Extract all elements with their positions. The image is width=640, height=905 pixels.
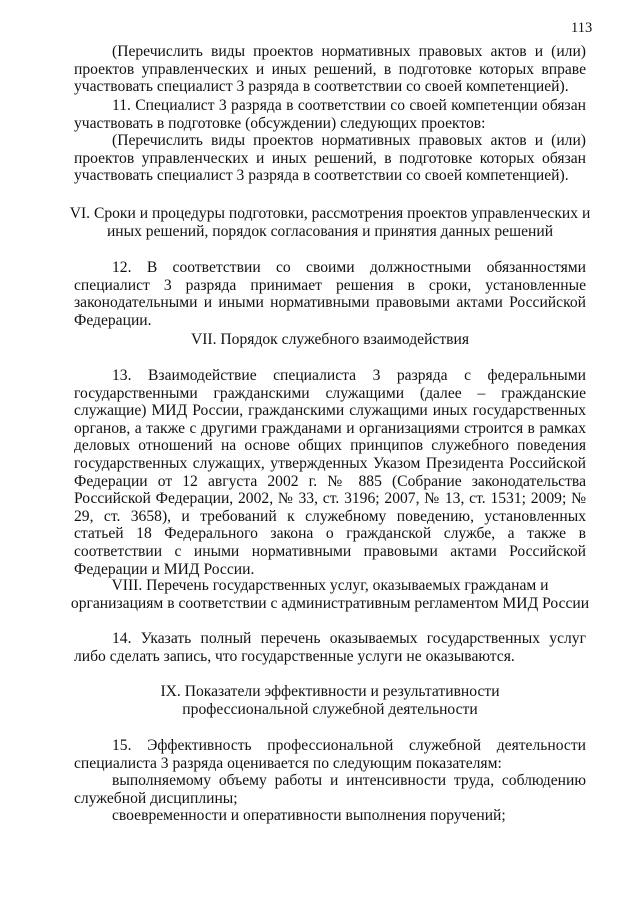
paragraph-12: 12. В соответствии со своими должностными обязанностями специалист 3 разряда принимает решения в сроки, установленные законодательными и иными нормативными правовыми актами Российской Федерации. (74, 259, 586, 329)
section-heading-viii: VIII. Перечень государственных услуг, оказываемых гражданам и организациям в соответствии с административным регламентом МИД России (70, 577, 590, 612)
paragraph-15-item-timeliness: своевременности и оперативности выполнения поручений; (112, 807, 506, 824)
paragraph-list-projects-allowed: (Перечислить виды проектов нормативных правовых актов и (или) проектов управленческих и иных решений, в подготовке которых вправе участвовать специалист 3 разряда в соответствии со своей компетенцией). (74, 43, 586, 96)
paragraph-14: 14. Указать полный перечень оказываемых государственных услуг либо сделать запись, что государственные услуги не оказываются. (74, 630, 586, 665)
section-heading-vii: VII. Порядок служебного взаимодействия (190, 331, 470, 348)
page-number: 113 (571, 20, 593, 36)
paragraph-15: 15. Эффективность профессиональной служебной деятельности специалиста 3 разряда оценивается по следующим показателям: (74, 737, 586, 772)
paragraph-11: 11. Специалист 3 разряда в соответствии со своей компетенции обязан участвовать в подготовке (обсуждении) следующих проектов: (74, 97, 586, 132)
paragraph-15-item-workload: выполняемому объему работы и интенсивности труда, соблюдению служебной дисциплины; (74, 772, 586, 807)
paragraph-list-projects-required: (Перечислить виды проектов нормативных правовых актов и (или) проектов управленческих и иных решений, в подготовке которых обязан участвовать специалист 3 разряда в соответствии со своей компетенцией). (74, 132, 586, 185)
section-heading-ix: IX. Показатели эффективности и результативности профессиональной служебной деятельности (160, 683, 500, 718)
section-heading-vi: VI. Сроки и процедуры подготовки, рассмотрения проектов управленческих и иных решений, порядок согласования и принятия данных решений (69, 205, 591, 240)
paragraph-13: 13. Взаимодействие специалиста 3 разряда с федеральными государственными гражданскими служащими (далее – гражданские служащие) МИД России, гражданскими служащими иных государственных органов, а также с другими гражданами и организациями строится в рамках деловых отношений на основе общих принципов служебного поведения государственных служащих, утвержденных Указом Президента Российской Федерации от 12 августа 2002 г. № 885 (Собрание законодательства Российской Федерации, 2002, № 33, ст. 3196; 2007, № 13, ст. 1531; 2009; № 29, ст. 3658), и требований к служебному поведению, установленных статьей 18 Федерального закона о гражданской службе, а также в соответствии с иными нормативными правовыми актами Российской Федерации и МИД России. (74, 367, 586, 578)
